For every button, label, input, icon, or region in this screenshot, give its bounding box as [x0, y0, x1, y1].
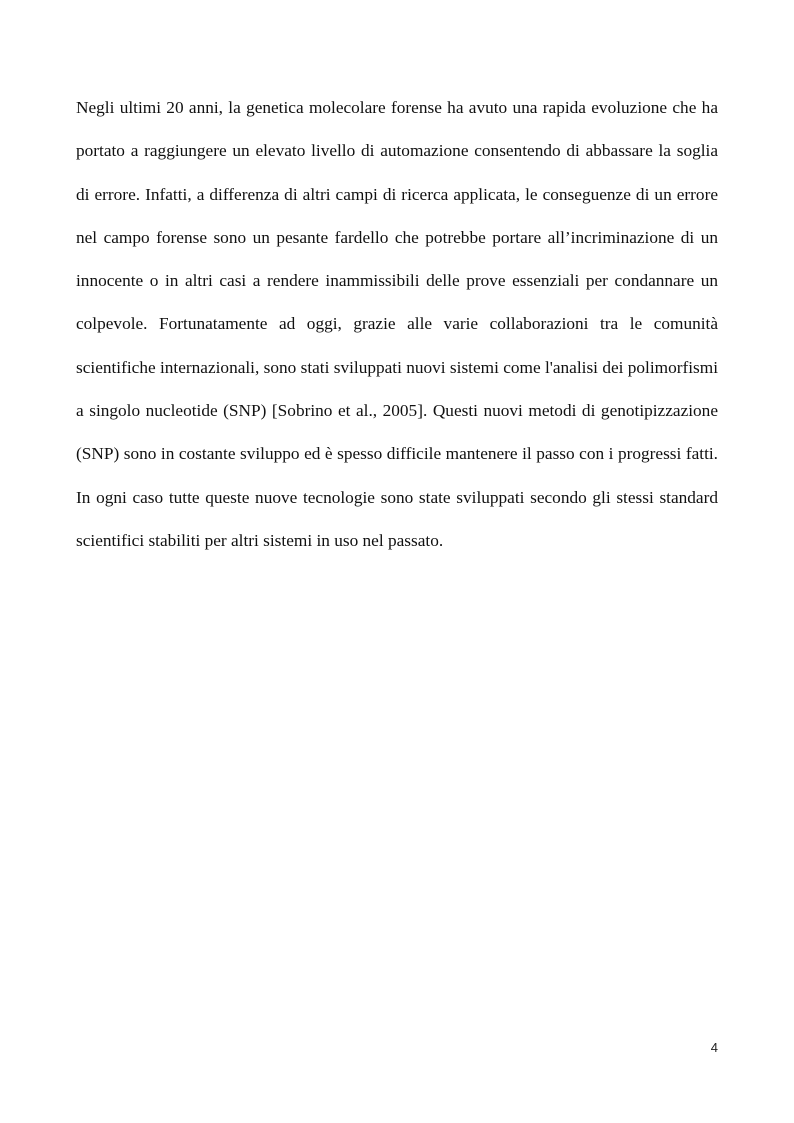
page-number: 4 [710, 1040, 718, 1055]
body-paragraph: Negli ultimi 20 anni, la genetica molecolare forense ha avuto una rapida evoluzione che ha portato a raggiungere un elevato livello di automazione consentendo di abbassare la soglia di errore. Infatti, a differenza di altri campi di ricerca applicata, le conseguenze di un errore nel campo forense sono un pesante fardello che potrebbe portare all’incriminazione di un innocente o in altri casi a rendere inammissibili delle prove essenziali per condannare un colpevole. Fortunatamente ad oggi, grazie alle varie collaborazioni tra le comunità scientifiche internazionali, sono stati sviluppati nuovi sistemi come l'analisi dei polimorfismi a singolo nucleotide (SNP) [Sobrino et al., 2005]. Questi nuovi metodi di genotipizzazione (SNP) sono in costante sviluppo ed è spesso difficile mantenere il passo con i progressi fatti. In ogni caso tutte queste nuove tecnologie sono state sviluppati secondo gli stessi standard scientifici stabiliti per altri sistemi in uso nel passato. [76, 98, 718, 550]
